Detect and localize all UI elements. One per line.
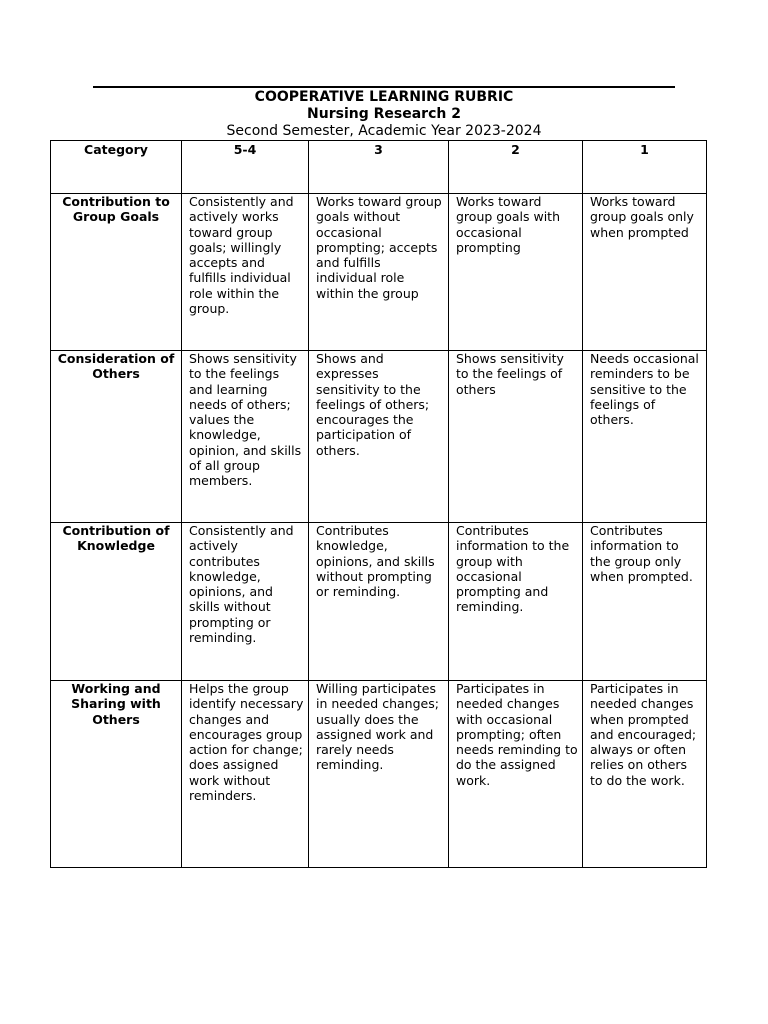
document-title: COOPERATIVE LEARNING RUBRIC (254, 89, 514, 105)
category-cell: Working and Sharing with Others (51, 681, 182, 868)
header-category: Category (51, 141, 182, 194)
criteria-cell: Consistently and actively works toward group goals; willingly accepts and fulfills individual role within the group. (182, 194, 309, 351)
criteria-cell: Helps the group identify necessary changes and encourages group action for change; does assigned work without reminders. (182, 681, 309, 868)
table-row (51, 194, 707, 351)
header-score-5-4: 5-4 (182, 141, 309, 194)
criteria-cell: Shows sensitivity to the feelings of others (449, 351, 583, 523)
criteria-cell: Works toward group goals only when prompted (583, 194, 707, 351)
criteria-cell: Works toward group goals without occasional prompting; accepts and fulfills individual role within the group (309, 194, 449, 351)
criteria-cell: Willing participates in needed changes; usually does the assigned work and rarely needs reminding. (309, 681, 449, 868)
criteria-cell: Consistently and actively contributes knowledge, opinions, and skills without prompting or reminding. (182, 523, 309, 681)
criteria-cell: Needs occasional reminders to be sensitive to the feelings of others. (583, 351, 707, 523)
criteria-cell: Works toward group goals with occasional prompting (449, 194, 583, 351)
semester-line: Second Semester, Academic Year 2023-2024 (226, 123, 542, 139)
table-row (51, 523, 707, 681)
header-score-2: 2 (449, 141, 583, 194)
category-cell: Consideration of Others (51, 351, 182, 523)
criteria-cell: Participates in needed changes with occasional prompting; often needs reminding to do the assigned work. (449, 681, 583, 868)
criteria-cell: Contributes information to the group with occasional prompting and reminding. (449, 523, 583, 681)
criteria-cell: Contributes information to the group only when prompted. (583, 523, 707, 681)
table-row (51, 681, 707, 868)
table-row (51, 351, 707, 523)
category-cell: Contribution to Group Goals (51, 194, 182, 351)
document-subtitle: Nursing Research 2 (307, 106, 461, 122)
header-score-3: 3 (309, 141, 449, 194)
category-cell: Contribution of Knowledge (51, 523, 182, 681)
criteria-cell: Participates in needed changes when prompted and encouraged; always or often relies on others to do the work. (583, 681, 707, 868)
criteria-cell: Shows and expresses sensitivity to the feelings of others; encourages the participation of others. (309, 351, 449, 523)
header-score-1: 1 (583, 141, 707, 194)
document-header (0, 89, 768, 140)
criteria-cell: Contributes knowledge, opinions, and skills without prompting or reminding. (309, 523, 449, 681)
top-rule (93, 86, 675, 88)
rubric-table (50, 140, 707, 868)
header-row (51, 141, 707, 194)
criteria-cell: Shows sensitivity to the feelings and learning needs of others; values the knowledge, opinion, and skills of all group members. (182, 351, 309, 523)
